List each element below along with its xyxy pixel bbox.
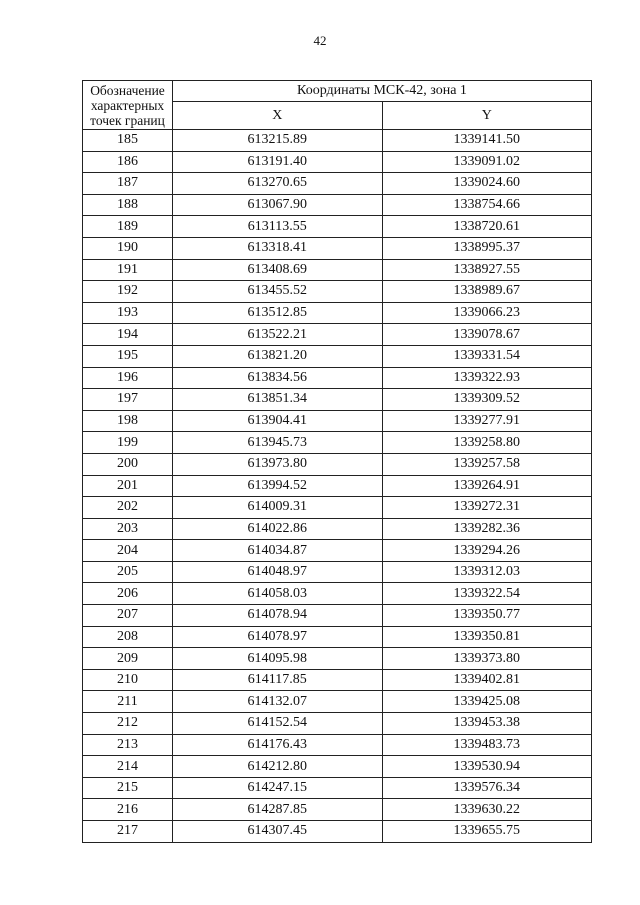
x-coordinate-cell: 614307.45: [173, 821, 383, 843]
y-coordinate-cell: 1339530.94: [382, 756, 592, 778]
point-number-cell: 197: [83, 389, 173, 411]
x-coordinate-cell: 613191.40: [173, 151, 383, 173]
x-coordinate-cell: 614247.15: [173, 777, 383, 799]
point-number-cell: 209: [83, 648, 173, 670]
x-column-header: X: [173, 102, 383, 130]
x-coordinate-cell: 613973.80: [173, 453, 383, 475]
table-row: [83, 410, 592, 432]
y-coordinate-cell: 1339350.77: [382, 605, 592, 627]
x-coordinate-cell: 614117.85: [173, 669, 383, 691]
x-coordinate-cell: 614058.03: [173, 583, 383, 605]
x-coordinate-cell: 614095.98: [173, 648, 383, 670]
table-row: [83, 237, 592, 259]
y-coordinate-cell: 1339294.26: [382, 540, 592, 562]
table-header: [83, 81, 592, 130]
coordinates-header: Координаты МСК-42, зона 1: [173, 81, 592, 102]
point-number-cell: 193: [83, 302, 173, 324]
table-row: [83, 216, 592, 238]
x-coordinate-cell: 613851.34: [173, 389, 383, 411]
y-coordinate-cell: 1339312.03: [382, 561, 592, 583]
y-coordinate-cell: 1338754.66: [382, 194, 592, 216]
y-coordinate-cell: 1339373.80: [382, 648, 592, 670]
table-row: [83, 173, 592, 195]
y-coordinate-cell: 1339425.08: [382, 691, 592, 713]
point-number-cell: 186: [83, 151, 173, 173]
point-number-cell: 206: [83, 583, 173, 605]
y-column-header: Y: [382, 102, 592, 130]
table-row: [83, 669, 592, 691]
table-row: [83, 777, 592, 799]
table-row: [83, 151, 592, 173]
table-row: [83, 821, 592, 843]
x-coordinate-cell: 614078.97: [173, 626, 383, 648]
y-coordinate-cell: 1339066.23: [382, 302, 592, 324]
point-number-cell: 216: [83, 799, 173, 821]
y-coordinate-cell: 1338989.67: [382, 281, 592, 303]
table-row: [83, 432, 592, 454]
y-coordinate-cell: 1339331.54: [382, 345, 592, 367]
point-number-cell: 185: [83, 130, 173, 152]
x-coordinate-cell: 613113.55: [173, 216, 383, 238]
point-number-cell: 190: [83, 237, 173, 259]
x-coordinate-cell: 613408.69: [173, 259, 383, 281]
x-coordinate-cell: 614287.85: [173, 799, 383, 821]
x-coordinate-cell: 614212.80: [173, 756, 383, 778]
x-coordinate-cell: 613455.52: [173, 281, 383, 303]
point-number-cell: 212: [83, 713, 173, 735]
point-number-cell: 204: [83, 540, 173, 562]
table-row: [83, 281, 592, 303]
point-number-cell: 187: [83, 173, 173, 195]
y-coordinate-cell: 1339024.60: [382, 173, 592, 195]
point-designation-header: Обозначение характерных точек границ: [83, 81, 173, 130]
point-number-cell: 188: [83, 194, 173, 216]
point-number-cell: 201: [83, 475, 173, 497]
y-coordinate-cell: 1339091.02: [382, 151, 592, 173]
x-coordinate-cell: 614034.87: [173, 540, 383, 562]
point-number-cell: 195: [83, 345, 173, 367]
table-row: [83, 194, 592, 216]
table-row: [83, 345, 592, 367]
point-number-cell: 202: [83, 497, 173, 519]
point-number-cell: 194: [83, 324, 173, 346]
y-coordinate-cell: 1339322.93: [382, 367, 592, 389]
table-row: [83, 518, 592, 540]
coordinates-table: [82, 80, 592, 843]
y-coordinate-cell: 1339655.75: [382, 821, 592, 843]
x-coordinate-cell: 613318.41: [173, 237, 383, 259]
point-number-cell: 200: [83, 453, 173, 475]
table-row: [83, 605, 592, 627]
table-row: [83, 561, 592, 583]
y-coordinate-cell: 1339257.58: [382, 453, 592, 475]
x-coordinate-cell: 613945.73: [173, 432, 383, 454]
point-number-cell: 214: [83, 756, 173, 778]
table-row: [83, 648, 592, 670]
x-coordinate-cell: 614078.94: [173, 605, 383, 627]
x-coordinate-cell: 614152.54: [173, 713, 383, 735]
table-row: [83, 626, 592, 648]
y-coordinate-cell: 1339309.52: [382, 389, 592, 411]
y-coordinate-cell: 1338720.61: [382, 216, 592, 238]
table-row: [83, 713, 592, 735]
table-row: [83, 367, 592, 389]
y-coordinate-cell: 1339258.80: [382, 432, 592, 454]
x-coordinate-cell: 614009.31: [173, 497, 383, 519]
y-coordinate-cell: 1338995.37: [382, 237, 592, 259]
point-number-cell: 215: [83, 777, 173, 799]
point-number-cell: 217: [83, 821, 173, 843]
table-row: [83, 259, 592, 281]
y-coordinate-cell: 1339272.31: [382, 497, 592, 519]
table-row: [83, 734, 592, 756]
y-coordinate-cell: 1339322.54: [382, 583, 592, 605]
table-row: [83, 756, 592, 778]
table-row: [83, 799, 592, 821]
x-coordinate-cell: 613512.85: [173, 302, 383, 324]
x-coordinate-cell: 613522.21: [173, 324, 383, 346]
point-number-cell: 199: [83, 432, 173, 454]
point-number-cell: 191: [83, 259, 173, 281]
point-number-cell: 211: [83, 691, 173, 713]
point-number-cell: 207: [83, 605, 173, 627]
table-row: [83, 497, 592, 519]
point-number-cell: 208: [83, 626, 173, 648]
table-row: [83, 453, 592, 475]
table-row: [83, 324, 592, 346]
x-coordinate-cell: 613270.65: [173, 173, 383, 195]
point-number-cell: 196: [83, 367, 173, 389]
y-coordinate-cell: 1338927.55: [382, 259, 592, 281]
x-coordinate-cell: 614132.07: [173, 691, 383, 713]
y-coordinate-cell: 1339264.91: [382, 475, 592, 497]
y-coordinate-cell: 1339630.22: [382, 799, 592, 821]
table-row: [83, 540, 592, 562]
table-row: [83, 389, 592, 411]
x-coordinate-cell: 613821.20: [173, 345, 383, 367]
x-coordinate-cell: 614022.86: [173, 518, 383, 540]
y-coordinate-cell: 1339141.50: [382, 130, 592, 152]
x-coordinate-cell: 613834.56: [173, 367, 383, 389]
x-coordinate-cell: 614176.43: [173, 734, 383, 756]
y-coordinate-cell: 1339277.91: [382, 410, 592, 432]
y-coordinate-cell: 1339576.34: [382, 777, 592, 799]
table-row: [83, 691, 592, 713]
point-number-cell: 213: [83, 734, 173, 756]
point-number-cell: 192: [83, 281, 173, 303]
point-number-cell: 210: [83, 669, 173, 691]
x-coordinate-cell: 613067.90: [173, 194, 383, 216]
point-number-cell: 205: [83, 561, 173, 583]
x-coordinate-cell: 613994.52: [173, 475, 383, 497]
y-coordinate-cell: 1339483.73: [382, 734, 592, 756]
x-coordinate-cell: 614048.97: [173, 561, 383, 583]
y-coordinate-cell: 1339078.67: [382, 324, 592, 346]
table-row: [83, 130, 592, 152]
y-coordinate-cell: 1339282.36: [382, 518, 592, 540]
table-body: [83, 130, 592, 843]
table-row: [83, 302, 592, 324]
page-number: 42: [313, 33, 327, 48]
y-coordinate-cell: 1339350.81: [382, 626, 592, 648]
x-coordinate-cell: 613215.89: [173, 130, 383, 152]
table-row: [83, 475, 592, 497]
y-coordinate-cell: 1339402.81: [382, 669, 592, 691]
table-row: [83, 583, 592, 605]
point-number-cell: 189: [83, 216, 173, 238]
point-number-cell: 203: [83, 518, 173, 540]
point-number-cell: 198: [83, 410, 173, 432]
x-coordinate-cell: 613904.41: [173, 410, 383, 432]
y-coordinate-cell: 1339453.38: [382, 713, 592, 735]
